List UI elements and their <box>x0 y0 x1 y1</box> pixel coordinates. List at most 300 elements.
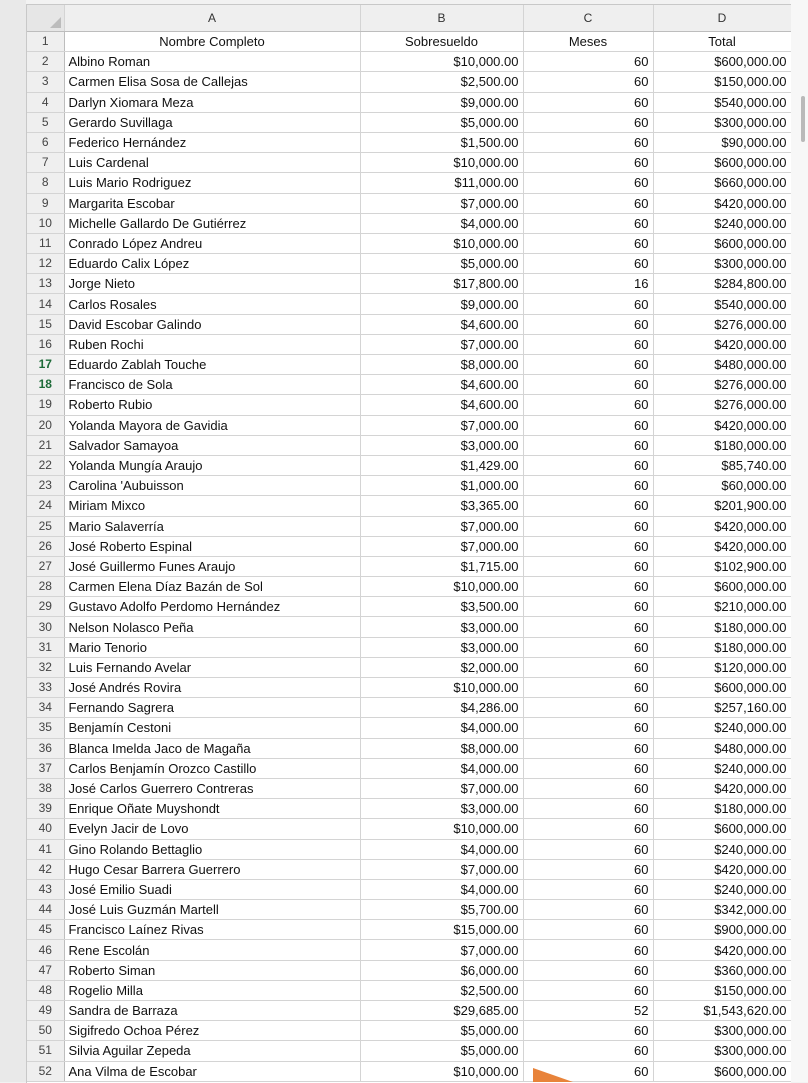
name-cell[interactable]: Rene Escolán <box>64 940 360 960</box>
row-number[interactable]: 5 <box>27 112 64 132</box>
salary-cell[interactable]: $7,000.00 <box>360 859 523 879</box>
name-cell[interactable]: Carlos Rosales <box>64 294 360 314</box>
total-cell[interactable]: $300,000.00 <box>653 1021 791 1041</box>
name-cell[interactable]: Francisco de Sola <box>64 375 360 395</box>
name-cell[interactable]: Silvia Aguilar Zepeda <box>64 1041 360 1061</box>
row-number[interactable]: 32 <box>27 657 64 677</box>
row-number[interactable]: 3 <box>27 72 64 92</box>
salary-cell[interactable]: $2,500.00 <box>360 72 523 92</box>
row-number[interactable]: 37 <box>27 758 64 778</box>
name-cell[interactable]: Michelle Gallardo De Gutiérrez <box>64 213 360 233</box>
total-cell[interactable]: $420,000.00 <box>653 415 791 435</box>
months-cell[interactable]: 60 <box>523 556 653 576</box>
salary-cell[interactable]: $11,000.00 <box>360 173 523 193</box>
months-cell[interactable]: 60 <box>523 960 653 980</box>
total-cell[interactable]: $300,000.00 <box>653 112 791 132</box>
total-cell[interactable]: $180,000.00 <box>653 617 791 637</box>
name-cell[interactable]: Margarita Escobar <box>64 193 360 213</box>
name-cell[interactable]: Carolina 'Aubuisson <box>64 476 360 496</box>
row-number[interactable]: 10 <box>27 213 64 233</box>
salary-cell[interactable]: $6,000.00 <box>360 960 523 980</box>
row-number[interactable]: 43 <box>27 879 64 899</box>
row-number[interactable]: 28 <box>27 577 64 597</box>
total-cell[interactable]: $180,000.00 <box>653 435 791 455</box>
total-cell[interactable]: $420,000.00 <box>653 334 791 354</box>
total-cell[interactable]: $240,000.00 <box>653 718 791 738</box>
row-number[interactable]: 29 <box>27 597 64 617</box>
table-row <box>27 355 791 375</box>
table-row <box>27 173 791 193</box>
salary-cell[interactable]: $7,000.00 <box>360 415 523 435</box>
table-row <box>27 314 791 334</box>
salary-cell[interactable]: $4,600.00 <box>360 314 523 334</box>
months-cell[interactable]: 60 <box>523 173 653 193</box>
salary-cell[interactable]: $10,000.00 <box>360 819 523 839</box>
name-cell[interactable]: Evelyn Jacir de Lovo <box>64 819 360 839</box>
row-number[interactable]: 1 <box>27 32 64 52</box>
row-number[interactable]: 9 <box>27 193 64 213</box>
months-cell[interactable]: 60 <box>523 496 653 516</box>
total-cell[interactable]: $342,000.00 <box>653 900 791 920</box>
salary-cell[interactable]: $4,000.00 <box>360 839 523 859</box>
table-row <box>27 132 791 152</box>
months-cell[interactable]: 60 <box>523 637 653 657</box>
row-number[interactable]: 36 <box>27 738 64 758</box>
name-cell[interactable]: Luis Cardenal <box>64 153 360 173</box>
total-cell[interactable]: $660,000.00 <box>653 173 791 193</box>
salary-cell[interactable]: $29,685.00 <box>360 1001 523 1021</box>
name-cell[interactable]: Albino Roman <box>64 52 360 72</box>
salary-cell[interactable]: $10,000.00 <box>360 577 523 597</box>
row-number[interactable]: 44 <box>27 900 64 920</box>
column-header-b[interactable]: B <box>360 5 523 32</box>
annotation-arrow <box>533 1068 573 1082</box>
table-row <box>27 435 791 455</box>
months-cell[interactable]: 52 <box>523 1001 653 1021</box>
header-cell-salary[interactable]: Sobresueldo <box>360 32 523 52</box>
salary-cell[interactable]: $17,800.00 <box>360 274 523 294</box>
months-cell[interactable]: 60 <box>523 153 653 173</box>
salary-cell[interactable]: $5,000.00 <box>360 112 523 132</box>
months-cell[interactable]: 60 <box>523 1041 653 1061</box>
total-cell[interactable]: $201,900.00 <box>653 496 791 516</box>
salary-cell[interactable]: $10,000.00 <box>360 1061 523 1081</box>
table-row <box>27 778 791 798</box>
total-cell[interactable]: $276,000.00 <box>653 375 791 395</box>
salary-cell[interactable]: $7,000.00 <box>360 778 523 798</box>
name-cell[interactable]: Gustavo Adolfo Perdomo Hernández <box>64 597 360 617</box>
salary-cell[interactable]: $3,000.00 <box>360 799 523 819</box>
salary-cell[interactable]: $4,000.00 <box>360 718 523 738</box>
months-cell[interactable]: 60 <box>523 334 653 354</box>
column-header-a[interactable]: A <box>64 5 360 32</box>
months-cell[interactable]: 60 <box>523 778 653 798</box>
total-cell[interactable]: $257,160.00 <box>653 698 791 718</box>
row-number[interactable]: 8 <box>27 173 64 193</box>
total-cell[interactable]: $480,000.00 <box>653 355 791 375</box>
row-number[interactable]: 41 <box>27 839 64 859</box>
months-cell[interactable]: 60 <box>523 193 653 213</box>
total-cell[interactable]: $300,000.00 <box>653 254 791 274</box>
total-cell[interactable]: $85,740.00 <box>653 455 791 475</box>
salary-cell[interactable]: $3,000.00 <box>360 435 523 455</box>
name-cell[interactable]: Roberto Rubio <box>64 395 360 415</box>
row-number[interactable]: 30 <box>27 617 64 637</box>
row-number[interactable]: 33 <box>27 678 64 698</box>
total-cell[interactable]: $420,000.00 <box>653 940 791 960</box>
row-number[interactable]: 39 <box>27 799 64 819</box>
salary-cell[interactable]: $9,000.00 <box>360 92 523 112</box>
row-number[interactable]: 46 <box>27 940 64 960</box>
months-cell[interactable]: 60 <box>523 900 653 920</box>
total-cell[interactable]: $420,000.00 <box>653 859 791 879</box>
months-cell[interactable]: 60 <box>523 112 653 132</box>
months-cell[interactable]: 60 <box>523 395 653 415</box>
name-cell[interactable]: Benjamín Cestoni <box>64 718 360 738</box>
name-cell[interactable]: Gerardo Suvillaga <box>64 112 360 132</box>
salary-cell[interactable]: $4,286.00 <box>360 698 523 718</box>
row-number[interactable]: 21 <box>27 435 64 455</box>
months-cell[interactable]: 60 <box>523 597 653 617</box>
name-cell[interactable]: Rogelio Milla <box>64 980 360 1000</box>
row-number[interactable]: 22 <box>27 455 64 475</box>
name-cell[interactable]: Luis Mario Rodriguez <box>64 173 360 193</box>
total-cell[interactable]: $420,000.00 <box>653 536 791 556</box>
total-cell[interactable]: $276,000.00 <box>653 395 791 415</box>
months-cell[interactable]: 60 <box>523 940 653 960</box>
total-cell[interactable]: $600,000.00 <box>653 153 791 173</box>
name-cell[interactable]: Conrado López Andreu <box>64 233 360 253</box>
salary-cell[interactable]: $7,000.00 <box>360 536 523 556</box>
table-row <box>27 718 791 738</box>
name-cell[interactable]: Blanca Imelda Jaco de Magaña <box>64 738 360 758</box>
total-cell[interactable]: $420,000.00 <box>653 193 791 213</box>
row-number[interactable]: 50 <box>27 1021 64 1041</box>
salary-cell[interactable]: $5,000.00 <box>360 1021 523 1041</box>
total-cell[interactable]: $600,000.00 <box>653 678 791 698</box>
total-cell[interactable]: $90,000.00 <box>653 132 791 152</box>
salary-cell[interactable]: $5,000.00 <box>360 254 523 274</box>
row-number[interactable]: 27 <box>27 556 64 576</box>
total-cell[interactable]: $240,000.00 <box>653 758 791 778</box>
months-cell[interactable]: 60 <box>523 1021 653 1041</box>
row-number[interactable]: 12 <box>27 254 64 274</box>
total-cell[interactable]: $180,000.00 <box>653 799 791 819</box>
row-number[interactable]: 17 <box>27 355 64 375</box>
salary-cell[interactable]: $2,000.00 <box>360 657 523 677</box>
table-row <box>27 112 791 132</box>
salary-cell[interactable]: $10,000.00 <box>360 153 523 173</box>
total-cell[interactable]: $150,000.00 <box>653 980 791 1000</box>
table-row <box>27 274 791 294</box>
months-cell[interactable]: 60 <box>523 698 653 718</box>
months-cell[interactable]: 60 <box>523 375 653 395</box>
row-number[interactable]: 4 <box>27 92 64 112</box>
total-cell[interactable]: $240,000.00 <box>653 839 791 859</box>
row-number[interactable]: 15 <box>27 314 64 334</box>
table-row <box>27 940 791 960</box>
table-row <box>27 597 791 617</box>
months-cell[interactable]: 60 <box>523 455 653 475</box>
name-cell[interactable]: Carmen Elena Díaz Bazán de Sol <box>64 577 360 597</box>
table-row <box>27 213 791 233</box>
total-cell[interactable]: $300,000.00 <box>653 1041 791 1061</box>
table-row <box>27 617 791 637</box>
months-cell[interactable]: 60 <box>523 1061 653 1081</box>
name-cell[interactable]: Jorge Nieto <box>64 274 360 294</box>
salary-cell[interactable]: $4,000.00 <box>360 213 523 233</box>
salary-cell[interactable]: $5,700.00 <box>360 900 523 920</box>
row-number[interactable]: 25 <box>27 516 64 536</box>
total-cell[interactable]: $60,000.00 <box>653 476 791 496</box>
name-cell[interactable]: Carlos Benjamín Orozco Castillo <box>64 758 360 778</box>
salary-cell[interactable]: $1,429.00 <box>360 455 523 475</box>
salary-cell[interactable]: $7,000.00 <box>360 334 523 354</box>
right-background <box>790 0 808 1082</box>
row-number[interactable]: 6 <box>27 132 64 152</box>
name-cell[interactable]: José Luis Guzmán Martell <box>64 900 360 920</box>
table-header-row <box>27 32 791 52</box>
table-row <box>27 254 791 274</box>
months-cell[interactable]: 60 <box>523 758 653 778</box>
name-cell[interactable]: José Guillermo Funes Araujo <box>64 556 360 576</box>
total-cell[interactable]: $120,000.00 <box>653 657 791 677</box>
name-cell[interactable]: Ruben Rochi <box>64 334 360 354</box>
salary-cell[interactable]: $7,000.00 <box>360 940 523 960</box>
column-header-c[interactable]: C <box>523 5 653 32</box>
salary-cell[interactable]: $3,000.00 <box>360 617 523 637</box>
months-cell[interactable]: 16 <box>523 274 653 294</box>
left-background <box>0 0 26 1082</box>
months-cell[interactable]: 60 <box>523 657 653 677</box>
months-cell[interactable]: 60 <box>523 355 653 375</box>
table-row <box>27 375 791 395</box>
salary-cell[interactable]: $5,000.00 <box>360 1041 523 1061</box>
salary-cell[interactable]: $9,000.00 <box>360 294 523 314</box>
months-cell[interactable]: 60 <box>523 617 653 637</box>
months-cell[interactable]: 60 <box>523 476 653 496</box>
months-cell[interactable]: 60 <box>523 233 653 253</box>
months-cell[interactable]: 60 <box>523 72 653 92</box>
spreadsheet-grid <box>26 4 791 1083</box>
name-cell[interactable]: Yolanda Mayora de Gavidia <box>64 415 360 435</box>
row-number[interactable]: 16 <box>27 334 64 354</box>
salary-cell[interactable]: $10,000.00 <box>360 233 523 253</box>
select-all-corner[interactable] <box>27 5 64 32</box>
table-row <box>27 960 791 980</box>
months-cell[interactable]: 60 <box>523 577 653 597</box>
row-number[interactable]: 45 <box>27 920 64 940</box>
name-cell[interactable]: Enrique Oñate Muyshondt <box>64 799 360 819</box>
row-number[interactable]: 2 <box>27 52 64 72</box>
total-cell[interactable]: $600,000.00 <box>653 233 791 253</box>
name-cell[interactable]: Hugo Cesar Barrera Guerrero <box>64 859 360 879</box>
salary-cell[interactable]: $3,365.00 <box>360 496 523 516</box>
total-cell[interactable]: $900,000.00 <box>653 920 791 940</box>
header-cell-total[interactable]: Total <box>653 32 791 52</box>
months-cell[interactable]: 60 <box>523 879 653 899</box>
column-header-d[interactable]: D <box>653 5 791 32</box>
salary-cell[interactable]: $7,000.00 <box>360 193 523 213</box>
months-cell[interactable]: 60 <box>523 920 653 940</box>
row-number[interactable]: 51 <box>27 1041 64 1061</box>
row-number[interactable]: 31 <box>27 637 64 657</box>
name-cell[interactable]: Mario Salaverría <box>64 516 360 536</box>
row-number[interactable]: 34 <box>27 698 64 718</box>
row-number[interactable]: 48 <box>27 980 64 1000</box>
name-cell[interactable]: Francisco Laínez Rivas <box>64 920 360 940</box>
total-cell[interactable]: $284,800.00 <box>653 274 791 294</box>
name-cell[interactable]: Gino Rolando Bettaglio <box>64 839 360 859</box>
salary-cell[interactable]: $10,000.00 <box>360 52 523 72</box>
salary-cell[interactable]: $4,000.00 <box>360 879 523 899</box>
total-cell[interactable]: $480,000.00 <box>653 738 791 758</box>
header-cell-months[interactable]: Meses <box>523 32 653 52</box>
months-cell[interactable]: 60 <box>523 314 653 334</box>
total-cell[interactable]: $600,000.00 <box>653 577 791 597</box>
salary-cell[interactable]: $4,000.00 <box>360 758 523 778</box>
row-number[interactable]: 38 <box>27 778 64 798</box>
name-cell[interactable]: Darlyn Xiomara Meza <box>64 92 360 112</box>
salary-cell[interactable]: $8,000.00 <box>360 738 523 758</box>
name-cell[interactable]: Yolanda Mungía Araujo <box>64 455 360 475</box>
salary-cell[interactable]: $4,600.00 <box>360 375 523 395</box>
months-cell[interactable]: 60 <box>523 859 653 879</box>
months-cell[interactable]: 60 <box>523 52 653 72</box>
row-number[interactable]: 11 <box>27 233 64 253</box>
months-cell[interactable]: 60 <box>523 819 653 839</box>
months-cell[interactable]: 60 <box>523 536 653 556</box>
table-row <box>27 698 791 718</box>
total-cell[interactable]: $150,000.00 <box>653 72 791 92</box>
name-cell[interactable]: Carmen Elisa Sosa de Callejas <box>64 72 360 92</box>
row-number[interactable]: 49 <box>27 1001 64 1021</box>
name-cell[interactable]: Ana Vilma de Escobar <box>64 1061 360 1081</box>
name-cell[interactable]: Sigifredo Ochoa Pérez <box>64 1021 360 1041</box>
row-number[interactable]: 42 <box>27 859 64 879</box>
name-cell[interactable]: Nelson Nolasco Peña <box>64 617 360 637</box>
table-row <box>27 1041 791 1061</box>
row-number[interactable]: 18 <box>27 375 64 395</box>
name-cell[interactable]: Sandra de Barraza <box>64 1001 360 1021</box>
salary-cell[interactable]: $4,600.00 <box>360 395 523 415</box>
table-row <box>27 556 791 576</box>
total-cell[interactable]: $210,000.00 <box>653 597 791 617</box>
row-number[interactable]: 14 <box>27 294 64 314</box>
table-row <box>27 294 791 314</box>
total-cell[interactable]: $540,000.00 <box>653 92 791 112</box>
name-cell[interactable]: Miriam Mixco <box>64 496 360 516</box>
months-cell[interactable]: 60 <box>523 92 653 112</box>
total-cell[interactable]: $600,000.00 <box>653 819 791 839</box>
months-cell[interactable]: 60 <box>523 132 653 152</box>
total-cell[interactable]: $276,000.00 <box>653 314 791 334</box>
months-cell[interactable]: 60 <box>523 294 653 314</box>
total-cell[interactable]: $420,000.00 <box>653 516 791 536</box>
salary-cell[interactable]: $1,500.00 <box>360 132 523 152</box>
total-cell[interactable]: $180,000.00 <box>653 637 791 657</box>
vertical-scrollbar[interactable] <box>801 96 805 142</box>
months-cell[interactable]: 60 <box>523 516 653 536</box>
salary-cell[interactable]: $2,500.00 <box>360 980 523 1000</box>
row-number[interactable]: 26 <box>27 536 64 556</box>
total-cell[interactable]: $600,000.00 <box>653 1061 791 1081</box>
months-cell[interactable]: 60 <box>523 678 653 698</box>
column-header-row <box>27 5 791 32</box>
total-cell[interactable]: $1,543,620.00 <box>653 1001 791 1021</box>
name-cell[interactable]: Salvador Samayoa <box>64 435 360 455</box>
table-row <box>27 637 791 657</box>
table-row <box>27 1001 791 1021</box>
salary-cell[interactable]: $1,715.00 <box>360 556 523 576</box>
name-cell[interactable]: Roberto Siman <box>64 960 360 980</box>
name-cell[interactable]: José Emilio Suadi <box>64 879 360 899</box>
name-cell[interactable]: Eduardo Calix López <box>64 254 360 274</box>
row-number[interactable]: 7 <box>27 153 64 173</box>
row-number[interactable]: 35 <box>27 718 64 738</box>
name-cell[interactable]: Federico Hernández <box>64 132 360 152</box>
months-cell[interactable]: 60 <box>523 718 653 738</box>
months-cell[interactable]: 60 <box>523 799 653 819</box>
table-row <box>27 980 791 1000</box>
row-number[interactable]: 40 <box>27 819 64 839</box>
months-cell[interactable]: 60 <box>523 254 653 274</box>
table-row <box>27 859 791 879</box>
name-cell[interactable]: José Carlos Guerrero Contreras <box>64 778 360 798</box>
salary-cell[interactable]: $7,000.00 <box>360 516 523 536</box>
salary-cell[interactable]: $8,000.00 <box>360 355 523 375</box>
months-cell[interactable]: 60 <box>523 435 653 455</box>
months-cell[interactable]: 60 <box>523 839 653 859</box>
salary-cell[interactable]: $15,000.00 <box>360 920 523 940</box>
header-cell-name[interactable]: Nombre Completo <box>64 32 360 52</box>
total-cell[interactable]: $240,000.00 <box>653 213 791 233</box>
salary-cell[interactable]: $3,000.00 <box>360 637 523 657</box>
total-cell[interactable]: $102,900.00 <box>653 556 791 576</box>
table-row <box>27 395 791 415</box>
name-cell[interactable]: Eduardo Zablah Touche <box>64 355 360 375</box>
table-row <box>27 657 791 677</box>
total-cell[interactable]: $540,000.00 <box>653 294 791 314</box>
row-number[interactable]: 24 <box>27 496 64 516</box>
row-number[interactable]: 19 <box>27 395 64 415</box>
name-cell[interactable]: José Andrés Rovira <box>64 678 360 698</box>
row-number[interactable]: 13 <box>27 274 64 294</box>
months-cell[interactable]: 60 <box>523 738 653 758</box>
name-cell[interactable]: José Roberto Espinal <box>64 536 360 556</box>
row-number[interactable]: 47 <box>27 960 64 980</box>
name-cell[interactable]: Fernando Sagrera <box>64 698 360 718</box>
name-cell[interactable]: Mario Tenorio <box>64 637 360 657</box>
total-cell[interactable]: $600,000.00 <box>653 52 791 72</box>
row-number[interactable]: 23 <box>27 476 64 496</box>
months-cell[interactable]: 60 <box>523 213 653 233</box>
total-cell[interactable]: $360,000.00 <box>653 960 791 980</box>
table-row <box>27 920 791 940</box>
salary-cell[interactable]: $10,000.00 <box>360 678 523 698</box>
months-cell[interactable]: 60 <box>523 415 653 435</box>
table-row <box>27 1061 791 1081</box>
total-cell[interactable]: $420,000.00 <box>653 778 791 798</box>
months-cell[interactable]: 60 <box>523 980 653 1000</box>
name-cell[interactable]: David Escobar Galindo <box>64 314 360 334</box>
row-number[interactable]: 52 <box>27 1061 64 1081</box>
row-number[interactable]: 20 <box>27 415 64 435</box>
salary-cell[interactable]: $3,500.00 <box>360 597 523 617</box>
name-cell[interactable]: Luis Fernando Avelar <box>64 657 360 677</box>
total-cell[interactable]: $240,000.00 <box>653 879 791 899</box>
salary-cell[interactable]: $1,000.00 <box>360 476 523 496</box>
